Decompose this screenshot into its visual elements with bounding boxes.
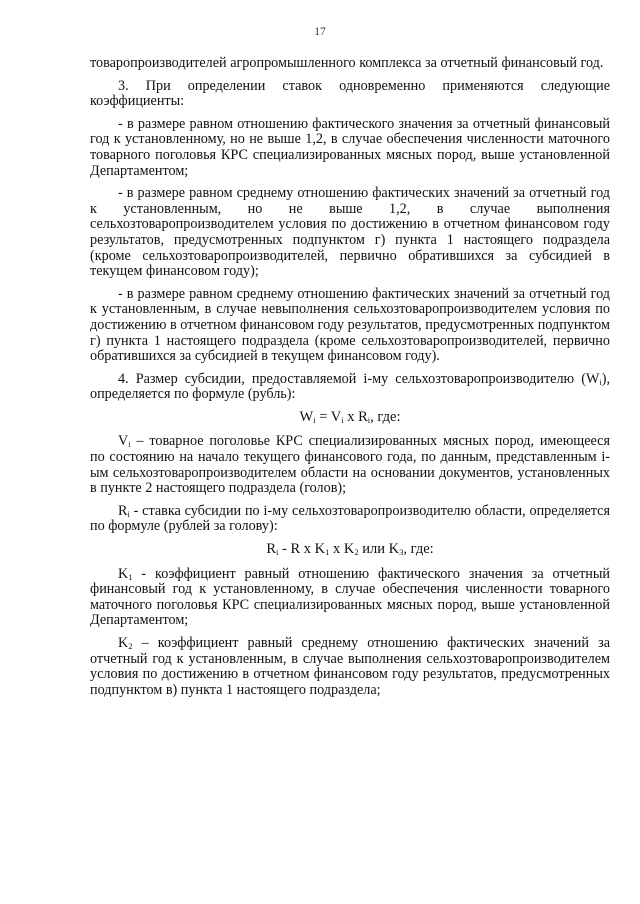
- formula2-k2: K: [343, 541, 355, 558]
- paragraph-item-4: [90, 372, 610, 403]
- formula1-x: x: [343, 408, 359, 425]
- symbol-v-sub: i: [128, 439, 131, 450]
- document-body: [90, 56, 610, 705]
- formula2-or: или: [358, 541, 389, 558]
- symbol-k1: K: [118, 565, 129, 582]
- paragraph-coefficient-1: - в размере равном отношению фактического значения за отчетный финансовый год к установленному, но не выше 1,2, в случае обеспечения численности маточного товарного поголовья КРС специализированных мясных пород, выше установленной Департаментом;: [90, 115, 610, 179]
- paragraph-definition-v: [90, 434, 610, 496]
- paragraph-definition-k1: [90, 567, 610, 629]
- formula2-eq: - R x: [278, 541, 315, 558]
- symbol-r-sub: i: [127, 508, 130, 519]
- formula2-r: R: [266, 541, 276, 558]
- formula1-w-sub: i: [313, 414, 316, 425]
- formula1-r: R: [358, 408, 368, 425]
- definition-v-text: – товарное поголовье КРС специализированных мясных пород, имеющееся по состоянию на начало текущего финансового года, по данным, представленным i-ым сельхозтоваропроизводителем области на основании документов, установленных в пункте 2 настоящего подраздела (голов);: [90, 433, 610, 497]
- item-4-text-a: 4. Размер субсидии, предоставляемой i-му сельхозтоваропроизводителю (W: [118, 370, 600, 387]
- formula2-k3-sub: 3: [399, 547, 404, 558]
- definition-k1-text: - коэффициент равный отношению фактического значения за отчетный финансовый год к установленному, в случае обеспечения численности товарного маточного поголовья КРС специализированных мясных пород, выше установленной Департаментом;: [90, 565, 610, 629]
- formula-subsidy: [90, 410, 610, 426]
- symbol-k1-sub: 1: [128, 571, 133, 582]
- formula2-k2-sub: 2: [354, 547, 359, 558]
- formula1-w: W: [299, 408, 314, 425]
- symbol-v: V: [118, 433, 129, 450]
- item-4-text-b: ), определяется по формуле (рубль):: [90, 370, 610, 403]
- paragraph-coefficient-3: - в размере равном среднему отношению фактических значений за отчетный год к установленным, в случае невыполнения сельхозтоваропроизводителем условия по достижению в отчетном финансовом году результатов, предусмотренных подпунктом г) пункта 1 настоящего подраздела (кроме сельхозтоваропроизводителей, первично обратившихся за субсидией в текущем финансовом году).: [90, 285, 610, 365]
- formula1-eq: =: [315, 408, 331, 425]
- symbol-k2: K: [118, 635, 129, 651]
- symbol-k2-sub: 2: [128, 641, 133, 651]
- formula2-tail: , где:: [403, 541, 434, 558]
- paragraph-continuation: товаропроизводителей агропромышленного комплекса за отчетный финансовый год.: [90, 55, 604, 71]
- formula-rate: [90, 542, 610, 558]
- paragraph-coefficient-2: - в размере равном среднему отношению фактических значений за отчетный год к установленным, но не выше 1,2, в случае выполнения сельхозтоваропроизводителем условия по достижению в отчетном финансовом году результатов, предусмотренных подпунктом г) пункта 1 настоящего подраздела (кроме сельхозтоваропроизводителей, первично обратившихся за субсидией в текущем финансовом году);: [90, 185, 610, 280]
- item-4-sub: i: [599, 376, 602, 387]
- formula2-k1-sub: 1: [325, 547, 330, 558]
- formula1-r-sub: i: [367, 414, 371, 425]
- definition-r-text: - ставка субсидии по i-му сельхозтоваропроизводителю области, определяется по формуле (рублей за голову):: [90, 502, 610, 535]
- paragraph-definition-k2: [90, 636, 610, 698]
- paragraph-item-3: 3. При определении ставок одновременно применяются следующие коэффициенты:: [90, 77, 610, 110]
- formula1-tail: , где:: [370, 408, 401, 425]
- formula1-v-sub: i: [341, 414, 344, 425]
- paragraph-definition-r: [90, 504, 610, 535]
- formula2-k3: K: [388, 541, 400, 558]
- formula2-k1: K: [314, 541, 326, 558]
- formula2-r-sub: i: [276, 547, 279, 558]
- symbol-r: R: [118, 502, 128, 519]
- definition-k2-text: – коэффициент равный среднему отношению фактических значений за отчетный год к установленным, в случае выполнения сельхозтоваропроизводителем условия по достижению в отчетном финансовом году результатов, предусмотренных подпунктом в) пункта 1 настоящего подраздела;: [90, 635, 610, 698]
- formula1-v: V: [330, 408, 342, 425]
- page-number: 17: [314, 26, 326, 38]
- formula2-x: x: [329, 541, 344, 558]
